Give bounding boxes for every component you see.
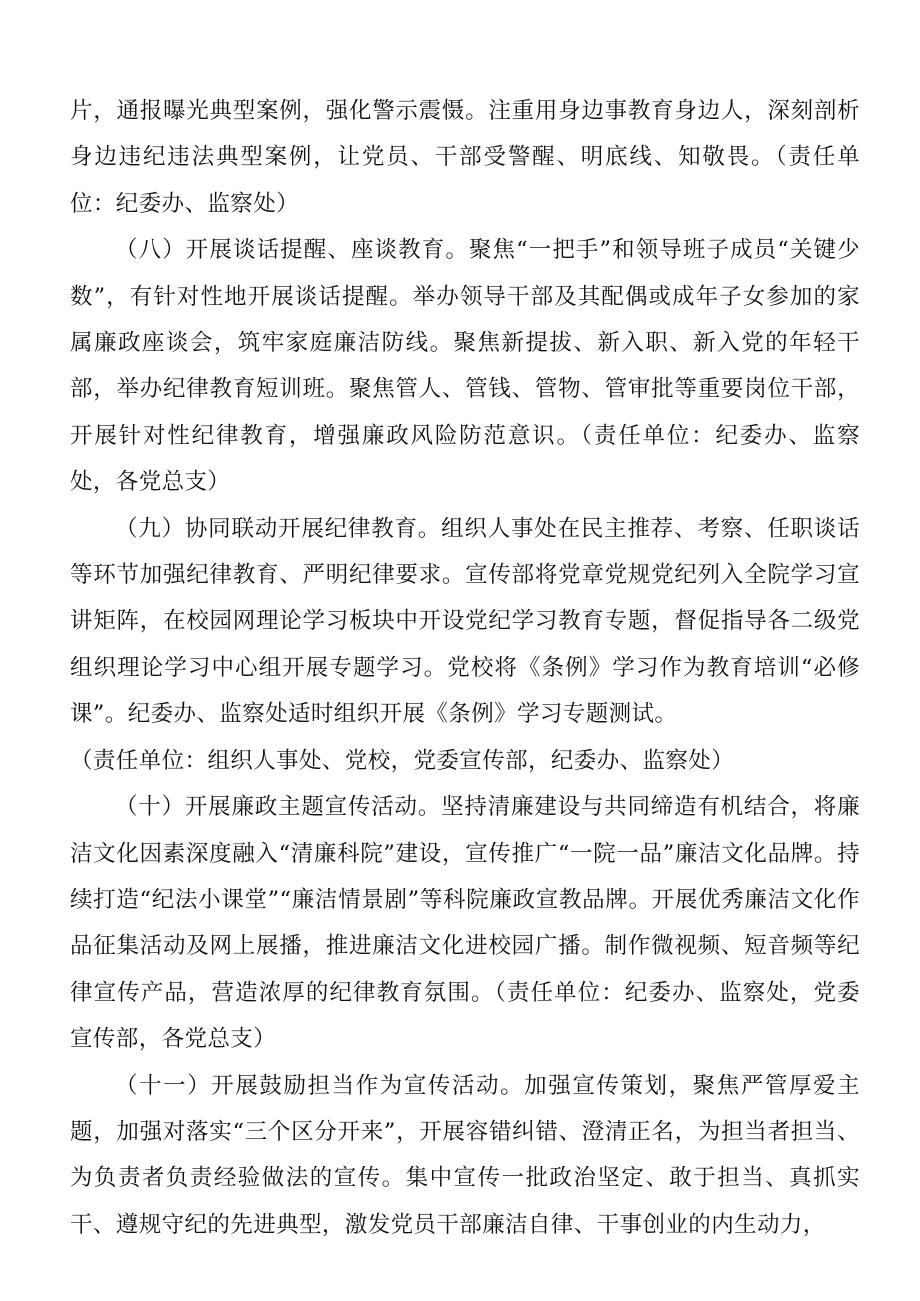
paragraph-section-8: （八）开展谈话提醒、座谈教育。聚焦“一把手”和领导班子成员“关键少数”，有针对性地开展谈话提醒。举办领导干部及其配偶或成年子女参加的家属廉政座谈会，筑牢家庭廉洁防线。聚焦新提拔、新入职、新入党的年轻干部，举办纪律教育短训班。聚焦管人、管钱、管物、管审批等重要岗位干部，开展针对性纪律教育，增强廉政风险防范意识。（责任单位：纪委办、监察处，各党总支） xyxy=(70,237,860,496)
paragraph-continuation: 片，通报曝光典型案例，强化警示震慑。注重用身边事教育身边人，深刻剖析身边违纪违法典型案例，让党员、干部受警醒、明底线、知敬畏。（责任单位：纪委办、监察处） xyxy=(70,98,860,217)
paragraph-section-9: （九）协同联动开展纪律教育。组织人事处在民主推荐、考察、任职谈话等环节加强纪律教育、严明纪律要求。宣传部将党章党规党纪列入全院学习宣讲矩阵，在校园网理论学习板块中开设党纪学习教育专题，督促指导各二级党组织理论学习中心组开展专题学习。党校将《条例》学习作为教育培训“必修课”。纪委办、监察处适时组织开展《条例》学习专题测试。 xyxy=(70,515,860,728)
paragraph-section-10: （十）开展廉政主题宣传活动。坚持清廉建设与共同缔造有机结合，将廉洁文化因素深度融入“清廉科院”建设，宣传推广“一院一品”廉洁文化品牌。持续打造“纪法小课堂”“廉洁情景剧”等科院廉政宣教品牌。开展优秀廉洁文化作品征集活动及网上展播，推进廉洁文化进校园广播。制作微视频、短音频等纪律宣传产品，营造浓厚的纪律教育氛围。（责任单位：纪委办、监察处，党委宣传部，各党总支） xyxy=(70,794,860,1053)
paragraph-section-9-responsibility: （责任单位：组织人事处、党校，党委宣传部，纪委办、监察处） xyxy=(70,747,735,774)
paragraph-section-11: （十一）开展鼓励担当作为宣传活动。加强宣传策划，聚焦严管厚爱主题，加强对落实“三个区分开来”，开展容错纠错、澄清正名，为担当者担当、为负责者负责经验做法的宣传。集中宣传一批政治坚定、敢于担当、真抓实干、遵规守纪的先进典型，激发党员干部廉洁自律、干事创业的内生动力， xyxy=(70,1072,860,1238)
document-page xyxy=(70,88,860,1248)
